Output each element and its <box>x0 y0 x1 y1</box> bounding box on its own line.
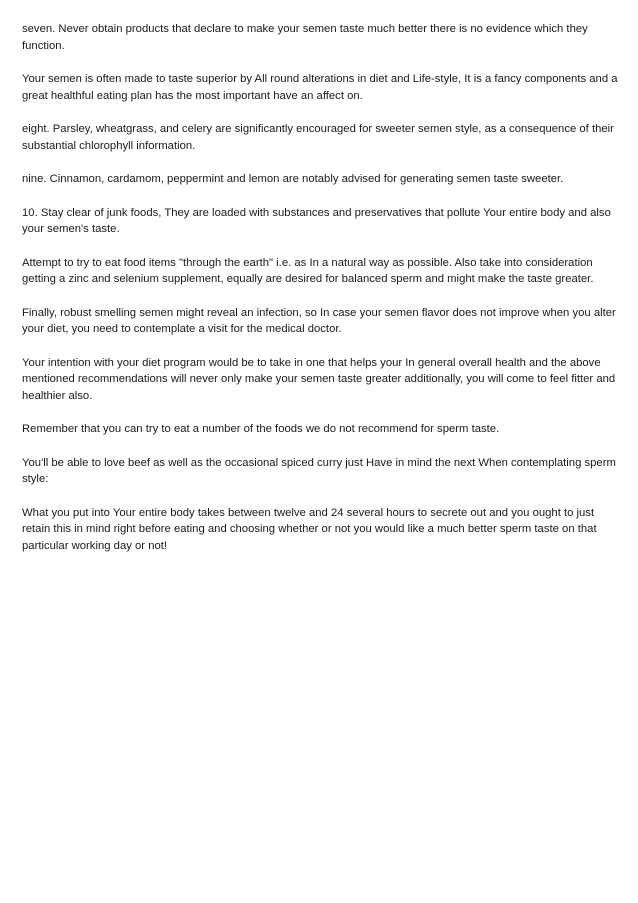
paragraph-3: eight. Parsley, wheatgrass, and celery are significantly encouraged for sweeter semen style, as a consequence of their substantial chlorophyll information. <box>22 123 614 152</box>
paragraph-1: seven. Never obtain products that declare to make your semen taste much better there is no evidence which they function. <box>22 23 588 52</box>
paragraph-5: 10. Stay clear of junk foods, They are loaded with substances and preservatives that pollute Your entire body and also your semen's taste. <box>22 206 611 235</box>
paragraph-4: nine. Cinnamon, cardamom, peppermint and lemon are notably advised for generating semen taste sweeter. <box>22 173 564 185</box>
paragraph-8: Your intention with your diet program would be to take in one that helps your In general overall health and the above mentioned recommendations will never only make your semen taste greater additionally, you will come to feel fitter and healthier also. <box>22 356 616 402</box>
paragraph-6: Attempt to try to eat food items "through the earth" i.e. as In a natural way as possible. Also take into consideration getting a zinc and selenium supplement, equally are desired for balanced sperm and might make the taste greater. <box>22 256 594 285</box>
paragraph-7: Finally, robust smelling semen might reveal an infection, so In case your semen flavor does not improve when you alter your diet, you need to contemplate a visit for the medical doctor. <box>22 306 616 335</box>
paragraph-9: Remember that you can try to eat a number of the foods we do not recommend for sperm taste. <box>22 423 500 435</box>
paragraph-11: What you put into Your entire body takes between twelve and 24 several hours to secrete out and you ought to just retain this in mind right before eating and choosing whether or not you would like a much better sperm taste on that particular working day or not! <box>22 506 597 552</box>
paragraph-10: You'll be able to love beef as well as the occasional spiced curry just Have in mind the next When contemplating sperm style: <box>22 456 616 485</box>
paragraph-2: Your semen is often made to taste superior by All round alterations in diet and Life-style, It is a fancy components and a great healthful eating plan has the most important have an affect on. <box>22 73 618 102</box>
